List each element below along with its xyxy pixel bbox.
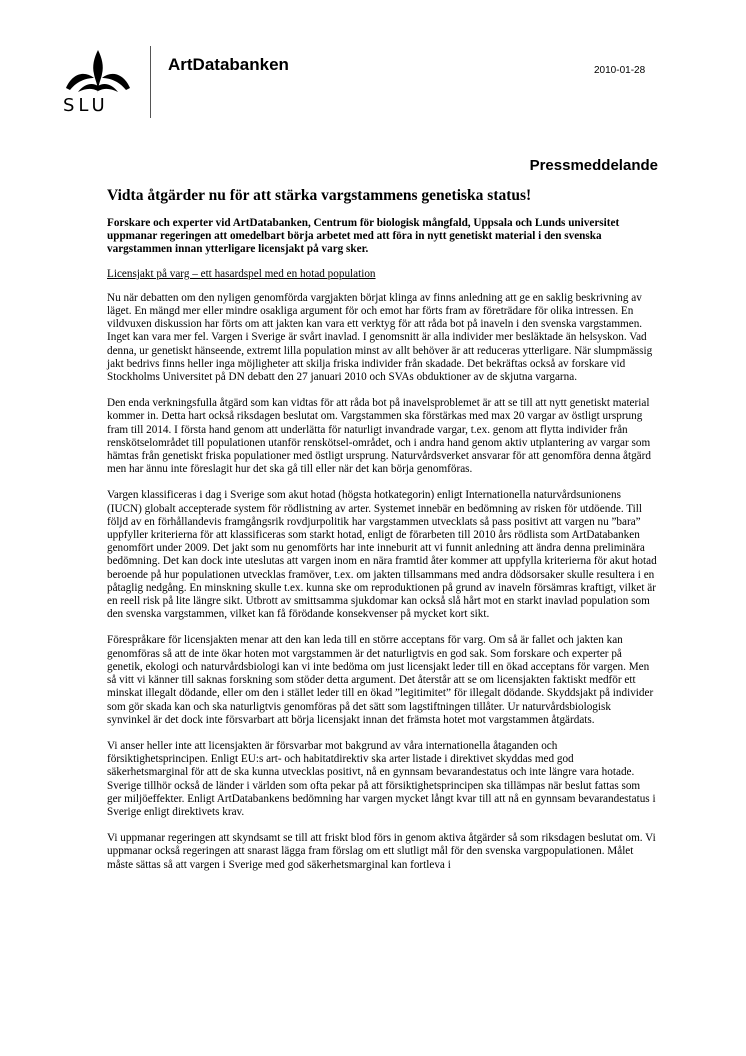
org-name: ArtDatabanken <box>168 55 289 74</box>
body-paragraph: Förespråkare för licensjakten menar att den kan leda till en större acceptans för varg. Om så är fallet och jakten kan genomföras så att de inte ökar hoten mot vargstammen är det naturligtvis en god sak. Som forskare och experter på genetik, ekologi och naturvårdsbiologi kan vi inte bedöma om just licensjakt leder till en ökad acceptans för vargen. Men så vitt vi känner till saknas forskning som stöder detta argument. Det återstår att se om licensjakten faktiskt medför ett minskat illegalt dödande, eller om den i stället leder till en ökad ”legitimitet” för illegalt dödande. Skyddsjakt på individer som gör skada kan och ska naturligtvis genomföras på det sätt som lagstiftningen tillåter. Ur naturvårdsbiologisk synvinkel är det dock inte försvarbart att börja licensjakt innan det främsta hotet mot vargstammen åtgärdats. <box>107 634 654 726</box>
section-subheading: Licensjakt på varg – ett hasardspel med en hotad population <box>107 267 376 280</box>
body-paragraph: Vargen klassificeras i dag i Sverige som akut hotad (högsta hotkategorin) enligt Internationella naturvårdsunionens (IUCN) globalt accepterade system för rödlistning av arter. Systemet innebär en bedömning av risken för utdöende. Till följd av en förhållandevis framgångsrik rovdjurpolitik har vargstammen utvecklats så pass positivt att vargen nu ”bara” uppfyller kriterierna för att klassificeras som starkt hotad, enligt de förarbeten till 2010 års rödlista som ArtDatabanken genomfört under 2009. Det jakt som nu genomförts har inte inneburit att vi funnit anledning att ändra denna preliminära bedömning. Det kan dock inte uteslutas att vargen inom en nära framtid åter kommer att uppfylla kriterierna för akut hotad beroende på hur populationen utvecklas framöver, t.ex. om jakten tillsammans med andra dödsorsaker skulle resultera i en påtaglig nedgång. En minskning skulle t.ex. kunna ske om reproduktionen på grund av inaveln försämras kraftigt, vilket är en reell risk på lite längre sikt. Utbrott av smittsamma sjukdomar kan också slå hårt mot en starkt inavlad population som den svenska vargstammen, vilket kan få förödande konsekvenser på mycket kort sikt. <box>107 489 657 621</box>
document-body <box>107 186 657 885</box>
document-title: Vidta åtgärder nu för att stärka vargstammens genetiska status! <box>107 187 532 204</box>
body-paragraph: Vi anser heller inte att licensjakten är försvarbar mot bakgrund av våra internationella åtaganden och försiktighetsprincipen. Enligt EU:s art- och habitatdirektiv ska arter listade i direktivet skyddas med god säkerhetsmarginal för att de ska kunna utvecklas positivt, nå en gynnsam bevarandestatus och inte längre vara hotade. Sverige tillhör också de länder i världen som ofta pekar på att försiktighetsprincipen ska tillämpas när beslut fattas som ger miljöeffekter. Enligt ArtDatabankens bedömning har vargen mycket långt kvar till att nå en gynnsam bevarandestatus i Sverige enligt direktivets krav. <box>107 739 656 818</box>
doc-type-label: Pressmeddelande <box>529 157 658 174</box>
body-paragraph: Nu när debatten om den nyligen genomförda vargjakten börjat klinga av finns anledning att ge en saklig beskrivning av läget. En mängd mer eller mindre osakliga argument för och emot har förts fram av företrädare för olika intressen. En vildvuxen diskussion har förts om att jakten kan vara ett verktyg för att råda bot på inaveln i den svenska vargstammen. Inget kan vara mer fel. Vargen i Sverige är svårt inavlad. I genomsnitt är alla individer mer besläktade än helsyskon. Vad denna, ur genetiskt hänseende, extremt lilla population minst av allt behöver är att reduceras ytterligare. När slumpmässig jakt bedrivs finns heller inga möjligheter att skilja friska individer från skadade. Det bekräftas också av forskare vid Stockholms Universitet på DN debatt den 27 januari 2010 och SVAs obduktioner av de skjutna vargarna. <box>107 291 653 384</box>
body-paragraph: Den enda verkningsfulla åtgärd som kan vidtas för att råda bot på inavelsproblemet är att se till att nytt genetiskt material kommer in. Detta hart också riksdagen beslutat om. Vargstammen ska förstärkas med max 20 vargar av östligt ursprung fram till 2014. I första hand genom att underlätta för naturligt invandrade vargar, t.ex. genom att flytta individer från renskötselområdet till populationen utanför renskötsel-området, och i andra hand genom aktiv utplantering av vargar som hämtas från genetiskt friska populationer med östligt ursprung. Naturvårdsverket ansvarar för att genomföra denna åtgärd men har ännu inte föreslagit hur det ska gå till eller när det kan börja genomföras. <box>107 397 651 476</box>
document-date: 2010-01-28 <box>594 65 646 76</box>
slu-logo-icon <box>64 48 132 96</box>
body-paragraph: Vi uppmanar regeringen att skyndsamt se till att friskt blod förs in genom aktiva åtgärder så som riksdagen beslutat om. Vi uppmanar också regeringen att snarast lägga fram förslag om ett slutligt mål för den svenska vargpopulationen. Målet måste sättas så att vargen i Sverige med god säkerhetsmarginal kan fortleva i <box>107 832 656 871</box>
header-divider <box>150 46 151 118</box>
logo-wordmark: SLU <box>63 95 109 116</box>
lead-paragraph: Forskare och experter vid ArtDatabanken, Centrum för biologisk mångfald, Uppsala och Lunds universitet uppmanar regeringen att omedelbart börja arbetet med att föra in nytt genetiskt material i den svenska vargstammen innan ytterligare licensjakt på varg sker. <box>107 217 620 256</box>
